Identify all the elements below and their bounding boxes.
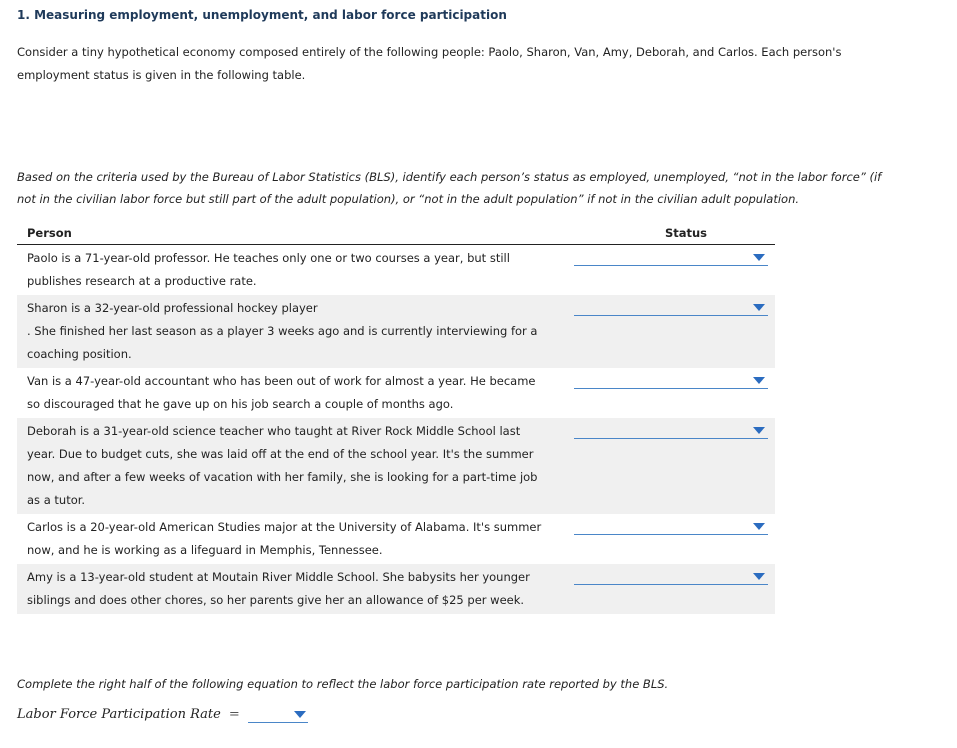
description-line: coaching position. <box>27 347 132 361</box>
chevron-down-icon[interactable] <box>294 711 306 718</box>
table-row <box>17 245 775 295</box>
status-cell <box>557 295 775 368</box>
description-line: siblings and does other chores, so her parents give her an allowance of $25 per week. <box>27 593 525 607</box>
chevron-down-icon[interactable] <box>753 523 765 530</box>
description-line: now, and he is working as a lifeguard in Memphis, Tennessee. <box>27 543 383 557</box>
status-dropdown-van[interactable] <box>574 372 768 389</box>
status-cell <box>557 418 775 514</box>
table-row <box>17 295 775 368</box>
chevron-down-icon[interactable] <box>753 254 765 261</box>
status-dropdown-deborah[interactable] <box>574 422 768 439</box>
instructions-line: Based on the criteria used by the Bureau of Labor Statistics (BLS), identify each person’s status as employed, unemployed, “not in the labor force” (if <box>17 170 882 184</box>
description-line: Sharon is a 32-year-old professional hockey player <box>27 301 318 315</box>
description-line: so discouraged that he gave up on his job search a couple of months ago. <box>27 397 454 411</box>
description-line: as a tutor. <box>27 493 86 507</box>
status-cell <box>557 514 775 564</box>
description-line: Paolo is a 71-year-old professor. He teaches only one or two courses a year, but still <box>27 251 510 265</box>
status-dropdown-carlos[interactable] <box>574 518 768 535</box>
description-line: now, and after a few weeks of vacation with her family, she is looking for a part-time job <box>27 470 538 484</box>
status-cell <box>557 564 775 614</box>
intro-line: Consider a tiny hypothetical economy composed entirely of the following people: Paolo, Sharon, Van, Amy, Deborah, and Carlos. Each person's <box>17 45 842 59</box>
status-dropdown-paolo[interactable] <box>574 249 768 266</box>
table-row <box>17 368 775 418</box>
equation <box>17 706 308 723</box>
chevron-down-icon[interactable] <box>753 427 765 434</box>
header-status: Status <box>664 226 708 240</box>
status-cell <box>557 368 775 418</box>
status-dropdown-amy[interactable] <box>574 568 768 585</box>
description-line: Deborah is a 31-year-old science teacher who taught at River Rock Middle School last <box>27 424 521 438</box>
table-row <box>17 418 775 514</box>
person-description <box>17 564 557 614</box>
description-line: Van is a 47-year-old accountant who has been out of work for almost a year. He became <box>27 374 536 388</box>
intro-text <box>17 41 897 87</box>
status-table <box>17 222 775 614</box>
equals-sign: = <box>228 707 240 722</box>
header-person: Person <box>27 226 72 240</box>
table-row <box>17 564 775 614</box>
intro-line: employment status is given in the following table. <box>17 68 306 82</box>
status-dropdown-sharon[interactable] <box>574 299 768 316</box>
description-line: Amy is a 13-year-old student at Moutain River Middle School. She babysits her younger <box>27 570 530 584</box>
description-line: . She finished her last season as a player 3 weeks ago and is currently interviewing for a <box>27 324 538 338</box>
instructions-line: not in the civilian labor force but still part of the adult population), or “not in the adult population” if not in the civilian adult population. <box>17 192 800 206</box>
equation-label: Labor Force Participation Rate <box>17 707 221 722</box>
description-line: Carlos is a 20-year-old American Studies major at the University of Alabama. It's summer <box>27 520 542 534</box>
question-title: 1. Measuring employment, unemployment, and labor force participation <box>17 8 507 22</box>
status-cell <box>557 245 775 295</box>
description-line: year. Due to budget cuts, she was laid off at the end of the school year. It's the summer <box>27 447 534 461</box>
person-description <box>17 514 557 564</box>
chevron-down-icon[interactable] <box>753 304 765 311</box>
person-description <box>17 418 557 514</box>
person-description <box>17 368 557 418</box>
description-line: publishes research at a productive rate. <box>27 274 257 288</box>
instructions-text <box>17 166 917 210</box>
equation-instructions: Complete the right half of the following equation to reflect the labor force participation rate reported by the BLS. <box>17 677 669 691</box>
table-row <box>17 514 775 564</box>
chevron-down-icon[interactable] <box>753 377 765 384</box>
person-description <box>17 245 557 295</box>
chevron-down-icon[interactable] <box>753 573 765 580</box>
person-description <box>17 295 557 368</box>
table-header <box>17 222 775 245</box>
participation-rate-dropdown[interactable] <box>248 706 308 723</box>
